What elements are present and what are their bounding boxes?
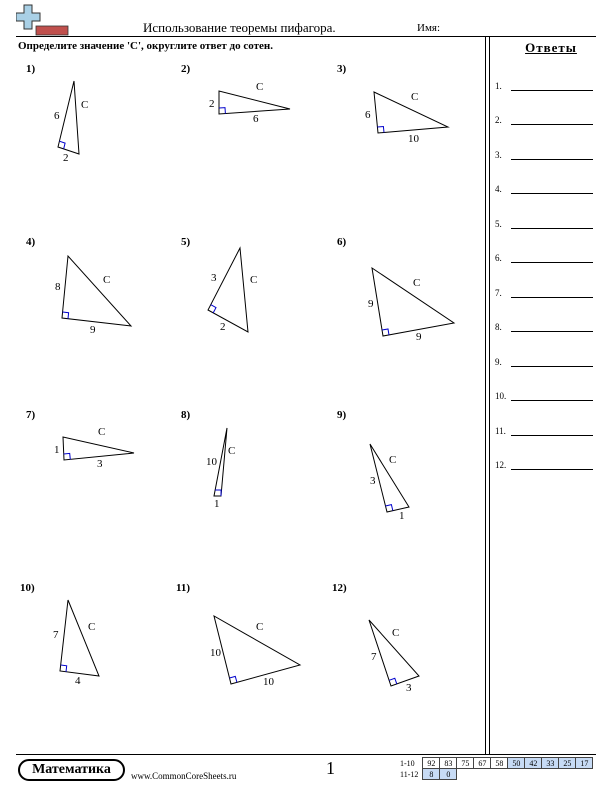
score-row [398, 769, 593, 780]
site-url: www.CommonCoreSheets.ru [131, 771, 237, 781]
score-row-label: 1-10 [400, 758, 415, 768]
problem-number: 2) [181, 63, 191, 75]
answer-number: 9. [495, 357, 502, 367]
answer-number: 8. [495, 322, 502, 332]
answer-number: 11. [495, 426, 506, 436]
brand-logo: Математика [18, 759, 125, 781]
answer-line[interactable] [511, 124, 593, 125]
name-label: Имя: [417, 22, 441, 34]
problem-number: 6) [337, 236, 347, 248]
answer-line[interactable] [511, 262, 593, 263]
score-row [398, 758, 593, 769]
triangle-2 [219, 91, 290, 114]
hypotenuse-label: C [392, 627, 400, 639]
hypotenuse-label: C [413, 277, 421, 289]
score-cell: 0 [440, 769, 457, 780]
hypotenuse-label: C [88, 621, 96, 633]
answer-line[interactable] [511, 331, 593, 332]
worksheet-title: Использование теоремы пифагора. [143, 20, 336, 35]
answer-line[interactable] [511, 297, 593, 298]
hypotenuse-label: C [228, 445, 236, 457]
page-number: 1 [326, 758, 335, 778]
side-label: 9 [90, 324, 96, 336]
side-label: 10 [263, 676, 274, 688]
hypotenuse-label: C [256, 81, 264, 93]
problem-number: 7) [26, 409, 36, 421]
answer-line[interactable] [511, 193, 593, 194]
answer-line[interactable] [511, 400, 593, 401]
hypotenuse-label: C [98, 426, 106, 438]
score-cell: 33 [542, 758, 559, 769]
score-cell: 92 [423, 758, 440, 769]
problem-number: 8) [181, 409, 191, 421]
side-label: 1 [214, 498, 220, 510]
hypotenuse-label: C [256, 621, 264, 633]
side-label: 10 [408, 133, 419, 145]
hypotenuse-label: C [411, 91, 419, 103]
problem-number: 9) [337, 409, 347, 421]
side-label: 10 [206, 456, 217, 468]
score-cell: 42 [525, 758, 542, 769]
side-label: 2 [220, 321, 226, 333]
side-label: 7 [371, 651, 377, 663]
side-label: 3 [97, 458, 103, 470]
answers-title: Ответы [525, 40, 577, 55]
problem-number: 3) [337, 63, 347, 75]
side-label: 6 [365, 109, 371, 121]
triangle-1 [58, 81, 79, 154]
instructions: Определите значение 'C', округлите ответ до сотен. [18, 40, 273, 52]
answer-number: 7. [495, 288, 502, 298]
side-label: 7 [53, 629, 59, 641]
hypotenuse-label: C [81, 99, 89, 111]
problem-number: 11) [176, 582, 191, 594]
score-cell: 83 [440, 758, 457, 769]
triangle-5 [208, 248, 248, 332]
score-cell: 17 [576, 758, 593, 769]
answer-line[interactable] [511, 228, 593, 229]
side-label: 6 [54, 110, 60, 122]
answer-number: 5. [495, 219, 502, 229]
side-label: 10 [210, 647, 221, 659]
score-table [398, 757, 593, 780]
answer-line[interactable] [511, 90, 593, 91]
side-label: 3 [370, 475, 376, 487]
answer-line[interactable] [511, 366, 593, 367]
side-label: 9 [368, 298, 374, 310]
answer-number: 3. [495, 150, 502, 160]
side-label: 3 [406, 682, 412, 694]
answer-line[interactable] [511, 159, 593, 160]
hypotenuse-label: C [103, 274, 111, 286]
answer-number: 12. [495, 460, 507, 470]
problem-number: 10) [20, 582, 35, 594]
score-cell: 75 [457, 758, 474, 769]
answer-number: 2. [495, 115, 502, 125]
answer-number: 6. [495, 253, 502, 263]
side-label: 2 [209, 98, 215, 110]
hypotenuse-label: C [389, 454, 397, 466]
side-label: 8 [55, 281, 61, 293]
triangle-10 [60, 600, 99, 676]
answer-line[interactable] [511, 435, 593, 436]
side-label: 1 [399, 510, 405, 522]
triangle-7 [63, 437, 134, 460]
answer-number: 1. [495, 81, 502, 91]
problem-number: 12) [332, 582, 347, 594]
score-row-label: 11-12 [400, 769, 419, 779]
score-cell: 50 [508, 758, 525, 769]
side-label: 6 [253, 113, 259, 125]
side-label: 4 [75, 675, 81, 687]
side-label: 9 [416, 331, 422, 343]
problem-number: 1) [26, 63, 36, 75]
score-cell: 25 [559, 758, 576, 769]
side-label: 2 [63, 152, 69, 164]
score-cell: 8 [423, 769, 440, 780]
score-cell: 58 [491, 758, 508, 769]
answer-number: 4. [495, 184, 502, 194]
problem-number: 5) [181, 236, 191, 248]
triangle-4 [62, 256, 131, 326]
side-label: 3 [211, 272, 217, 284]
problem-number: 4) [26, 236, 36, 248]
answer-line[interactable] [511, 469, 593, 470]
score-cell: 67 [474, 758, 491, 769]
hypotenuse-label: C [250, 274, 258, 286]
answer-number: 10. [495, 391, 507, 401]
side-label: 1 [54, 444, 60, 456]
